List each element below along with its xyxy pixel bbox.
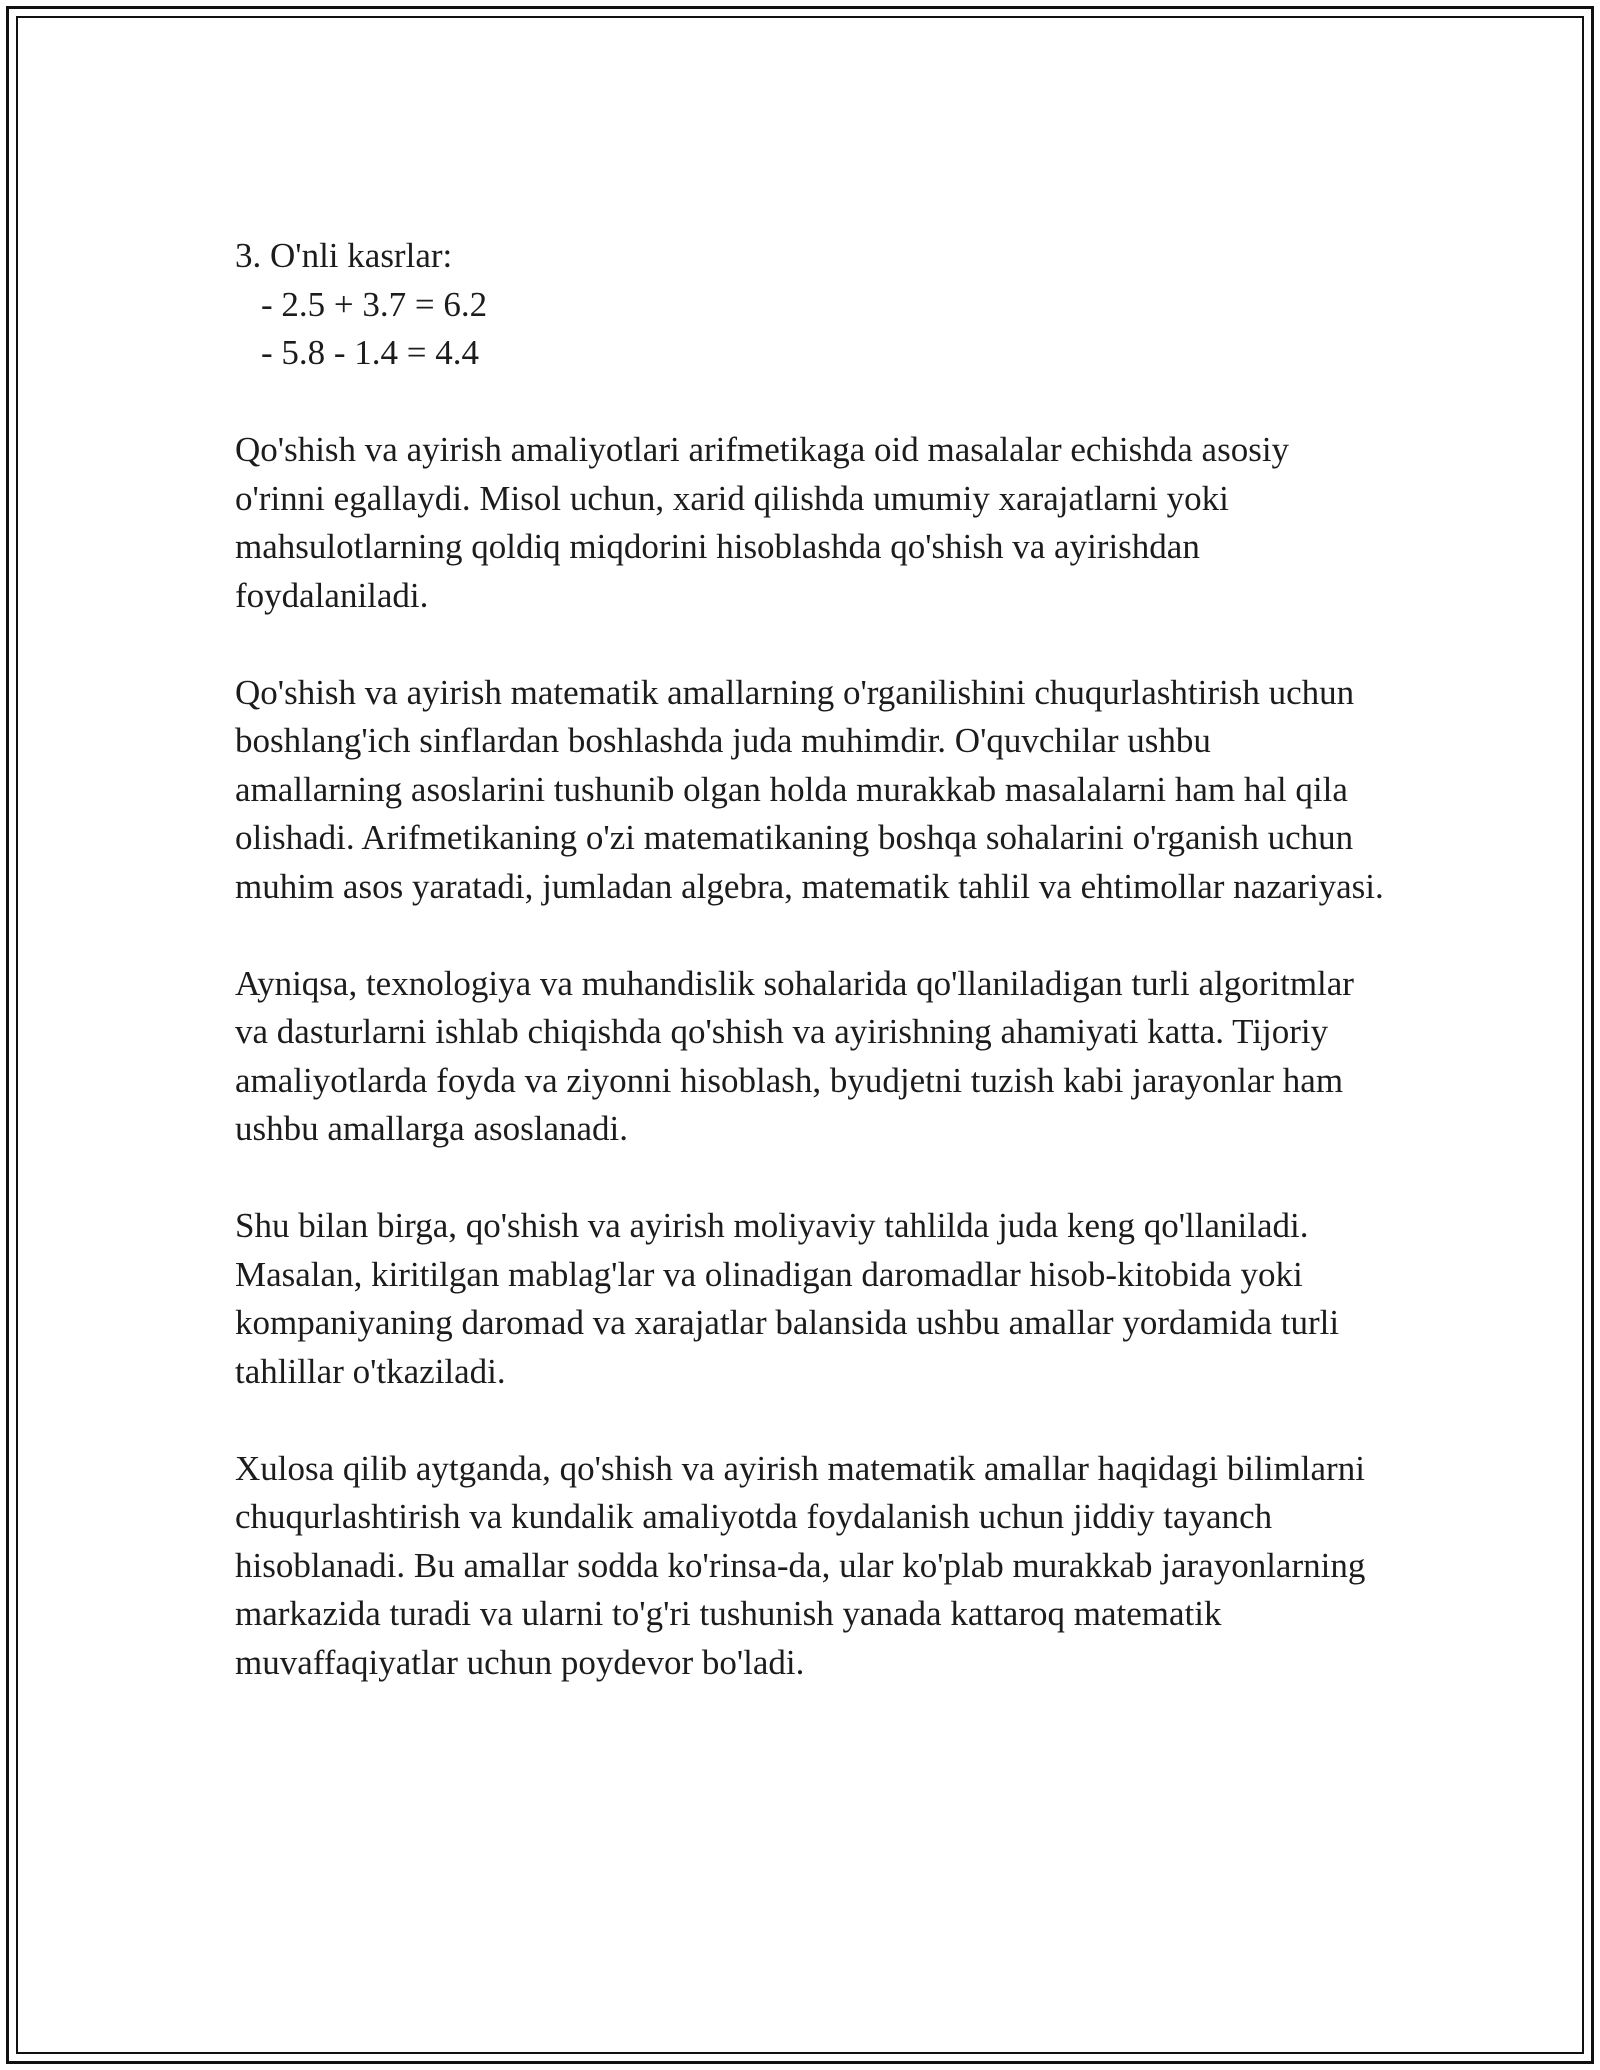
paragraph-practical-use: Qo'shish va ayirish amaliyotlari arifmetikaga oid masalalar echishda asosiy o'rinni egallaydi. Misol uchun, xarid qilishda umumiy xarajatlarni yoki mahsulotlarning qoldiq miqdorini hisoblashda qo'shish va ayirishdan foydalaniladi. bbox=[235, 430, 1290, 615]
paragraph-early-education: Qo'shish va ayirish matematik amallarning o'rganilishini chuqurlashtirish uchun boshlang'ich sinflardan boshlashda juda muhimdir. O'quvchilar ushbu amallarning asoslarini tushunib olgan holda murakkab masalalarni ham hal qila olishadi. Arifmetikaning o'zi matematikaning boshqa sohalarini o'rganish uchun muhim asos yaratadi, jumladan algebra, matematik tahlil va ehtimollar nazariyasi. bbox=[235, 672, 1384, 906]
list-heading: 3. O'nli kasrlar: bbox=[235, 236, 453, 275]
list-item: - 5.8 - 1.4 = 4.4 bbox=[261, 333, 480, 372]
document-body bbox=[235, 232, 1385, 1687]
paragraph-technology: Ayniqsa, texnologiya va muhandislik sohalarida qo'llaniladigan turli algoritmlar va dasturlarni ishlab chiqishda qo'shish va ayirishning ahamiyati katta. Tijoriy amaliyotlarda foyda va ziyonni hisoblash, byudjetni tuzish kabi jarayonlar ham ushbu amallarga asoslanadi. bbox=[235, 963, 1354, 1148]
paragraph-finance: Shu bilan birga, qo'shish va ayirish moliyaviy tahlilda juda keng qo'llaniladi. Masalan, kiritilgan mablag'lar va olinadigan daromadlar hisob-kitobida yoki kompaniyaning daromad va xarajatlar balansida ushbu amallar yordamida turli tahlillar o'tkaziladi. bbox=[235, 1206, 1340, 1391]
decimal-examples-list bbox=[235, 232, 1385, 378]
list-item: - 2.5 + 3.7 = 6.2 bbox=[261, 284, 488, 324]
paragraph-conclusion: Xulosa qilib aytganda, qo'shish va ayirish matematik amallar haqidagi bilimlarni chuqurlashtirish va kundalik amaliyotda foydalanish uchun jiddiy tayanch hisoblanadi. Bu amallar sodda ko'rinsa-da, ular ko'plab murakkab jarayonlarning markazida turadi va ularni to'g'ri tushunish yanada kattaroq matematik muvaffaqiyatlar uchun poydevor bo'ladi. bbox=[235, 1448, 1366, 1682]
